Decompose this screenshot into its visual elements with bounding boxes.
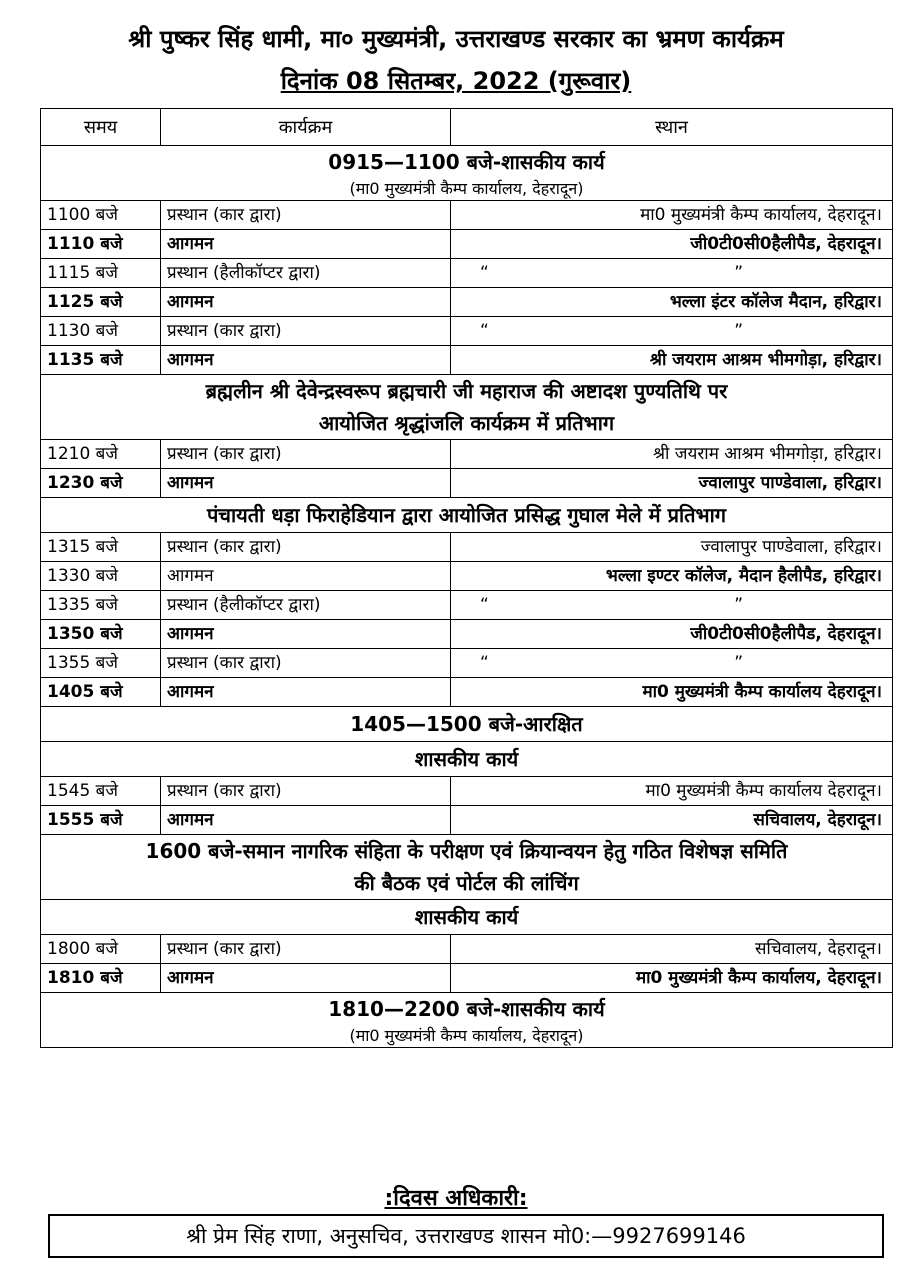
section-header-row [41,375,893,440]
section-header-text: शासकीय कार्य [414,747,519,771]
program-cell: प्रस्थान (कार द्वारा) [161,777,451,806]
program-cell: आगमन [161,678,451,707]
program-cell: आगमन [161,288,451,317]
time-cell: 1800 बजे [41,935,161,964]
section-header-text: 1405—1500 बजे-आरक्षित [350,712,583,736]
place-cell: ज्वालापुर पाण्डेवाला, हरिद्वार। [451,469,893,498]
table-row [41,649,893,678]
column-header-program: कार्यक्रम [161,109,451,146]
program-cell: आगमन [161,469,451,498]
document-title: श्री पुष्कर सिंह धामी, मा० मुख्यमंत्री, उत्तराखण्ड सरकार का भ्रमण कार्यक्रम [128,25,784,53]
program-cell: प्रस्थान (हैलीकॉप्टर द्वारा) [161,591,451,620]
place-cell: मा0 मुख्यमंत्री कैम्प कार्यालय देहरादून। [451,678,893,707]
table-row [41,230,893,259]
time-cell: 1130 बजे [41,317,161,346]
time-cell: 1315 बजे [41,533,161,562]
place-cell: मा0 मुख्यमंत्री कैम्प कार्यालय, देहरादून। [451,201,893,230]
time-cell: 1110 बजे [41,230,161,259]
column-header-place: स्थान [451,109,893,146]
time-cell: 1355 बजे [41,649,161,678]
officer-heading: :दिवस अधिकारी: [384,1186,528,1211]
section-header-text: 0915—1100 बजे-शासकीय कार्य [328,150,605,174]
place-cell: श्री जयराम आश्रम भीमगोड़ा, हरिद्वार। [451,440,893,469]
place-cell: जी0टी0सी0हैलीपैड, देहरादून। [451,230,893,259]
program-cell: प्रस्थान (कार द्वारा) [161,317,451,346]
place-cell: मा0 मुख्यमंत्री कैम्प कार्यालय, देहरादून। [451,964,893,993]
section-header-row [41,993,893,1048]
section-header-text: ब्रह्मलीन श्री देवेन्द्रस्वरूप ब्रह्मचारी जी महाराज की अष्टादश पुण्यतिथि पर [205,379,728,403]
place-cell: भल्ला इण्टर कॉलेज, मैदान हैलीपैड, हरिद्वार। [451,562,893,591]
place-cell: “ ” [451,649,893,678]
table-row [41,201,893,230]
section-header-cell [41,900,893,935]
table-row [41,469,893,498]
section-header-cell [41,375,893,440]
time-cell: 1545 बजे [41,777,161,806]
table-row [41,317,893,346]
section-header-row [41,707,893,742]
time-cell: 1135 बजे [41,346,161,375]
time-cell: 1810 बजे [41,964,161,993]
program-cell: प्रस्थान (कार द्वारा) [161,649,451,678]
place-cell: श्री जयराम आश्रम भीमगोड़ा, हरिद्वार। [451,346,893,375]
time-cell: 1210 बजे [41,440,161,469]
place-cell: ज्वालापुर पाण्डेवाला, हरिद्वार। [451,533,893,562]
table-row [41,562,893,591]
section-header-row [41,498,893,533]
section-header-text: 1600 बजे-समान नागरिक संहिता के परीक्षण एवं क्रियान्वयन हेतु गठित विशेषज्ञ समिति [145,839,788,863]
time-cell: 1115 बजे [41,259,161,288]
document-date [0,64,912,97]
section-header-cell [41,993,893,1048]
date-text: दिनांक 08 सितम्बर, 2022 (गुरूवार) [280,67,632,95]
section-header-text: पंचायती धड़ा फिराहेडियान द्वारा आयोजित प्रसिद्ध गुघाल मेले में प्रतिभाग [206,503,727,527]
table-row [41,964,893,993]
time-cell: 1335 बजे [41,591,161,620]
time-cell: 1330 बजे [41,562,161,591]
table-row [41,259,893,288]
section-header-row [41,742,893,777]
section-header-subtext: (मा0 मुख्यमंत्री कैम्प कार्यालय, देहरादून) [349,179,584,198]
time-cell: 1125 बजे [41,288,161,317]
officer-text: श्री प्रेम सिंह राणा, अनुसचिव, उत्तराखण्ड शासन मो0:—9927699146 [186,1224,746,1248]
table-row [41,678,893,707]
section-header-text-line2: आयोजित श्रृद्धांजलि कार्यक्रम में प्रतिभाग [318,411,615,435]
place-cell: सचिवालय, देहरादून। [451,806,893,835]
program-cell: प्रस्थान (कार द्वारा) [161,533,451,562]
table-row [41,533,893,562]
program-cell: प्रस्थान (कार द्वारा) [161,201,451,230]
place-cell: “ ” [451,317,893,346]
place-cell: जी0टी0सी0हैलीपैड, देहरादून। [451,620,893,649]
table-row [41,777,893,806]
section-header-row [41,900,893,935]
table-row [41,346,893,375]
section-header-subtext: (मा0 मुख्यमंत्री कैम्प कार्यालय, देहरादून) [349,1026,584,1045]
section-header-cell [41,498,893,533]
table-row [41,620,893,649]
section-header-text: 1810—2200 बजे-शासकीय कार्य [328,997,605,1021]
place-cell: मा0 मुख्यमंत्री कैम्प कार्यालय देहरादून। [451,777,893,806]
program-cell: आगमन [161,964,451,993]
program-cell: प्रस्थान (कार द्वारा) [161,440,451,469]
place-cell: भल्ला इंटर कॉलेज मैदान, हरिद्वार। [451,288,893,317]
place-cell: “ ” [451,591,893,620]
section-header-text: शासकीय कार्य [414,905,519,929]
time-cell: 1555 बजे [41,806,161,835]
program-cell: आगमन [161,230,451,259]
time-cell: 1100 बजे [41,201,161,230]
section-header-cell [41,835,893,900]
officer-box [48,1214,884,1258]
table-row [41,288,893,317]
place-cell: सचिवालय, देहरादून। [451,935,893,964]
section-header-cell [41,742,893,777]
table-row [41,440,893,469]
table-row [41,935,893,964]
time-cell: 1350 बजे [41,620,161,649]
section-header-cell [41,146,893,201]
table-header-row [41,109,893,146]
section-header-row [41,146,893,201]
time-cell: 1405 बजे [41,678,161,707]
program-cell: आगमन [161,562,451,591]
schedule-table [40,108,893,1048]
program-cell: आगमन [161,806,451,835]
schedule-body [41,146,893,1048]
section-header-cell [41,707,893,742]
place-cell: “ ” [451,259,893,288]
table-row [41,591,893,620]
program-cell: प्रस्थान (हैलीकॉप्टर द्वारा) [161,259,451,288]
program-cell: आगमन [161,346,451,375]
table-row [41,806,893,835]
program-cell: आगमन [161,620,451,649]
program-cell: प्रस्थान (कार द्वारा) [161,935,451,964]
section-header-text-line2: की बैठक एवं पोर्टल की लांचिंग [354,871,579,895]
time-cell: 1230 बजे [41,469,161,498]
section-header-row [41,835,893,900]
column-header-time: समय [41,109,161,146]
